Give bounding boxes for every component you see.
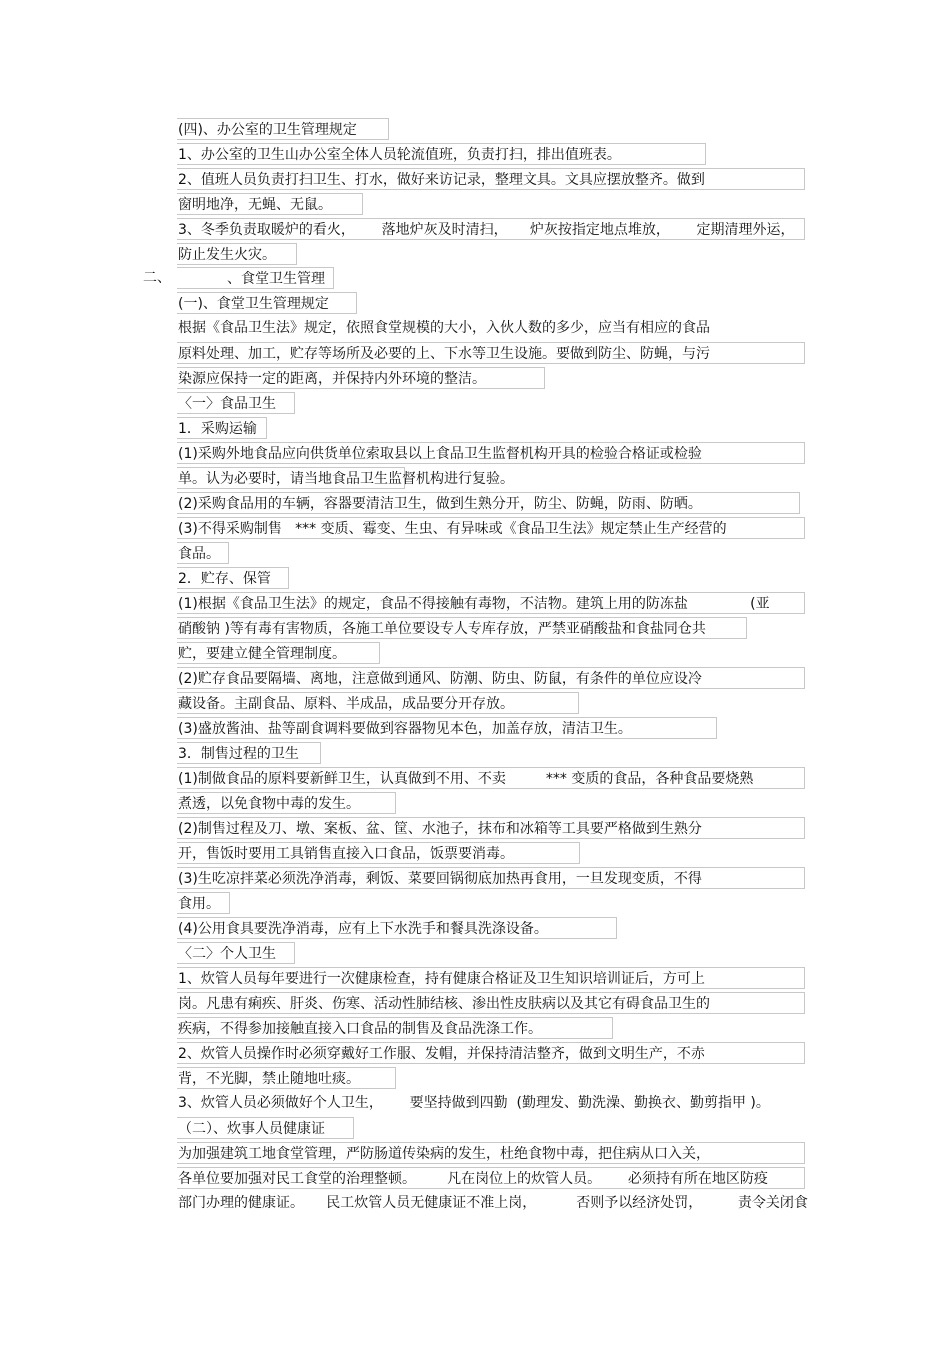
text-line: 岗。凡患有痢疾、肝炎、伤寒、活动性肺结核、渗出性皮肤病以及其它有碍食品卫生的 <box>177 992 805 1014</box>
text-line: 1．采购运输 <box>177 417 267 439</box>
text-line: 2．贮存、保管 <box>177 567 289 589</box>
text-line: 贮，要建立健全管理制度。 <box>177 642 380 664</box>
text-line: (一)、食堂卫生管理规定 <box>177 292 357 314</box>
text-line: 2、炊管人员操作时必须穿戴好工作服、发帽，并保持清洁整齐，做到文明生产，不赤 <box>177 1042 805 1064</box>
text-line: 食用。 <box>177 892 230 914</box>
text-line: (3)盛放酱油、盐等副食调料要做到容器物见本色，加盖存放，清洁卫生。 <box>177 717 717 739</box>
text-line: 1、炊管人员每年要进行一次健康检查，持有健康合格证及卫生知识培训证后，方可上 <box>177 967 805 989</box>
text-line: (1)根据《食品卫生法》的规定，食品不得接触有毒物，不洁物。建筑上用的防冻盐 (亚 <box>177 592 805 614</box>
text-line: 、食堂卫生管理 <box>177 267 334 289</box>
text-line: 背，不光脚，禁止随地吐痰。 <box>177 1067 396 1089</box>
text-line: 〈一〉食品卫生 <box>177 392 295 414</box>
text-line: 窗明地净，无蝇、无鼠。 <box>177 193 363 215</box>
text-line: 3、炊管人员必须做好个人卫生， 要坚持做到四勤 (勤理发、勤洗澡、勤换衣、勤剪指甲 )。 <box>178 1095 770 1111</box>
text-line: (1)采购外地食品应向供货单位索取县以上食品卫生监督机构开具的检验合格证或检验 <box>177 442 805 464</box>
text-line: 各单位要加强对民工食堂的治理整顿。 凡在岗位上的炊管人员。 必须持有所在地区防疫 <box>177 1167 805 1189</box>
text-line: 染源应保持一定的距离，并保持内外环境的整洁。 <box>177 367 545 389</box>
text-line: (4)公用食具要洗净消毒，应有上下水洗手和餐具洗涤设备。 <box>177 917 617 939</box>
text-line: (3)不得采购制售 *** 变质、霉变、生虫、有异味或《食品卫生法》规定禁止生产经营的 <box>177 517 805 539</box>
text-line: 单。认为必要时，请当地食品卫生监督机构进行复验。 <box>177 467 405 489</box>
text-line: 原料处理、加工，贮存等场所及必要的上、下水等卫生设施。要做到防尘、防蝇，与污 <box>177 342 805 364</box>
text-line: (3)生吃凉拌菜必须洗净消毒，剩饭、菜要回锅彻底加热再食用，一旦发现变质，不得 <box>177 867 805 889</box>
text-line: 部门办理的健康证。 民工炊管人员无健康证不准上岗， 否则予以经济处罚， 责令关闭食 <box>178 1195 808 1211</box>
text-line: 藏设备。主副食品、原料、半成品，成品要分开存放。 <box>177 692 579 714</box>
text-line: 〈二〉个人卫生 <box>177 942 295 964</box>
section-number: 二、 <box>143 270 171 286</box>
text-line: (1)制做食品的原料要新鲜卫生，认真做到不用、不卖 *** 变质的食品，各种食品要烧熟 <box>177 767 805 789</box>
text-line: 防止发生火灾。 <box>177 243 297 265</box>
text-line: 煮透，以免食物中毒的发生。 <box>177 792 396 814</box>
text-line: 为加强建筑工地食堂管理，严防肠道传染病的发生，杜绝食物中毒，把住病从口入关， <box>177 1142 805 1164</box>
text-line: 3、冬季负责取暖炉的看火， 落地炉灰及时清扫， 炉灰按指定地点堆放， 定期清理外运， <box>177 218 805 240</box>
text-line: 疾病，不得参加接触直接入口食品的制售及食品洗涤工作。 <box>177 1017 613 1039</box>
text-line: 3．制售过程的卫生 <box>177 742 321 764</box>
text-line: (四)、办公室的卫生管理规定 <box>177 118 389 140</box>
text-line: 开，售饭时要用工具销售直接入口食品，饭票要消毒。 <box>177 842 580 864</box>
text-line: 根据《食品卫生法》规定，依照食堂规模的大小，入伙人数的多少，应当有相应的食品 <box>178 320 710 336</box>
text-line: 2、值班人员负责打扫卫生、打水，做好来访记录，整理文具。文具应摆放整齐。做到 <box>177 168 805 190</box>
text-line: （二）、炊事人员健康证 <box>177 1117 354 1139</box>
text-line: (2)贮存食品要隔墙、离地，注意做到通风、防潮、防虫、防鼠，有条件的单位应设冷 <box>177 667 805 689</box>
text-line: 硝酸钠 )等有毒有害物质，各施工单位要设专人专库存放，严禁亚硝酸盐和食盐同仓共 <box>177 617 747 639</box>
text-line: (2)采购食品用的车辆，容器要清洁卫生，做到生熟分开，防尘、防蝇，防雨、防晒。 <box>177 492 800 514</box>
text-line: 1、办公室的卫生山办公室全体人员轮流值班，负责打扫，排出值班表。 <box>177 143 706 165</box>
text-line: (2)制售过程及刀、墩、案板、盆、筐、水池子，抹布和冰箱等工具要严格做到生熟分 <box>177 817 805 839</box>
text-line: 食品。 <box>177 542 229 564</box>
